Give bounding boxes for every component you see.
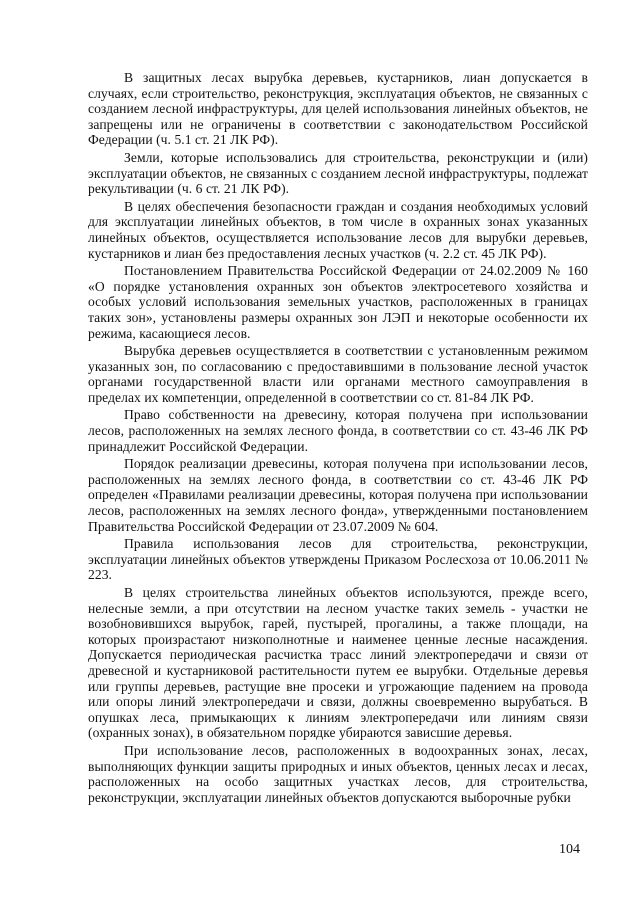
paragraph-government-decree-160: Постановлением Правительства Российской Федерации от 24.02.2009 № 160 «О порядке установления охранных зон объектов электросетевого хозяйства и особых условий использования земельных участков, расположенных в границах таких зон», установлены размеры охранных зон ЛЭП и некоторые особенности их режима, касающиеся лесов. (88, 263, 588, 341)
paragraph-wood-sale-order: Порядок реализации древесины, которая получена при использовании лесов, расположенных на землях лесного фонда, в соответствии со ст. 43-46 ЛК РФ определен «Правилами реализации древесины, которая получена при использовании лесов, расположенных на землях лесного фонда», утвержденными постановлением Правительства Российской Федерации от 23.07.2009 № 604. (88, 456, 588, 534)
paragraph-wood-ownership: Право собственности на древесину, которая получена при использовании лесов, расположенных на землях лесного фонда, в соответствии со ст. 43-46 ЛК РФ принадлежит Российской Федерации. (88, 407, 588, 454)
page-number: 104 (559, 842, 580, 857)
paragraph-forest-use-rules: Правила использования лесов для строительства, реконструкции, эксплуатации линейных объектов утверждены Приказом Рослесхоза от 10.06.2011 № 223. (88, 536, 588, 583)
paragraph-land-recultivation: Земли, которые использовались для строительства, реконструкции и (или) эксплуатации объектов, не связанных с созданием лесной инфраструктуры, подлежат рекультивации (ч. 6 ст. 21 ЛК РФ). (88, 149, 588, 197)
paragraph-protective-forests: В защитных лесах вырубка деревьев, кустарников, лиан допускается в случаях, если строительство, реконструкция, эксплуатация объектов, не связанных с созданием лесной инфраструктуры, для целей использования линейных объектов, не запрещены или не ограничены в соответствии с законодательством Российской Федерации (ч. 5.1 ст. 21 ЛК РФ). (88, 70, 588, 148)
paragraph-safety-use: В целях обеспечения безопасности граждан и создания необходимых условий для эксплуатации линейных объектов, в том числе в охранных зонах указанных линейных объектов, осуществляется использование лесов для вырубки деревьев, кустарников и лиан без предоставления лесных участков (ч. 2.2 ст. 45 ЛК РФ). (88, 198, 588, 261)
paragraph-tree-felling: Вырубка деревьев осуществляется в соответствии с установленным режимом указанных зон, по согласованию с предоставившими в пользование лесной участок органами государственной власти или органами местного самоуправления в пределах их компетенции, определенной в соответствии со ст. 81-84 ЛК РФ. (88, 343, 588, 405)
paragraph-linear-objects-construction: В целях строительства линейных объектов используются, прежде всего, нелесные земли, а при отсутствии на лесном участке таких земель - участки не возобновившихся вырубок, гарей, пустырей, прогалины, а также площади, на которых произрастают низкополнотные и наименее ценные лесные насаждения. Допускается периодическая расчистка трасс линий электропередачи и связи от древесной и кустарниковой растительности путем ее вырубки. Отдельные деревья или группы деревьев, растущие вне просеки и угрожающие падением на провода или опоры линий электропередачи и связи, должны своевременно вырубаться. В опушках леса, примыкающих к линиям электропередачи или линиям связи (охранных зонах), в обязательном порядке убираются зависшие деревья. (88, 585, 588, 741)
paragraph-water-protection-zones: При использование лесов, расположенных в водоохранных зонах, лесах, выполняющих функции защиты природных и иных объектов, ценных лесах и лесах, расположенных на особо защитных участках лесов, для строительства, реконструкции, эксплуатации линейных объектов допускаются выборочные рубки (88, 742, 588, 805)
